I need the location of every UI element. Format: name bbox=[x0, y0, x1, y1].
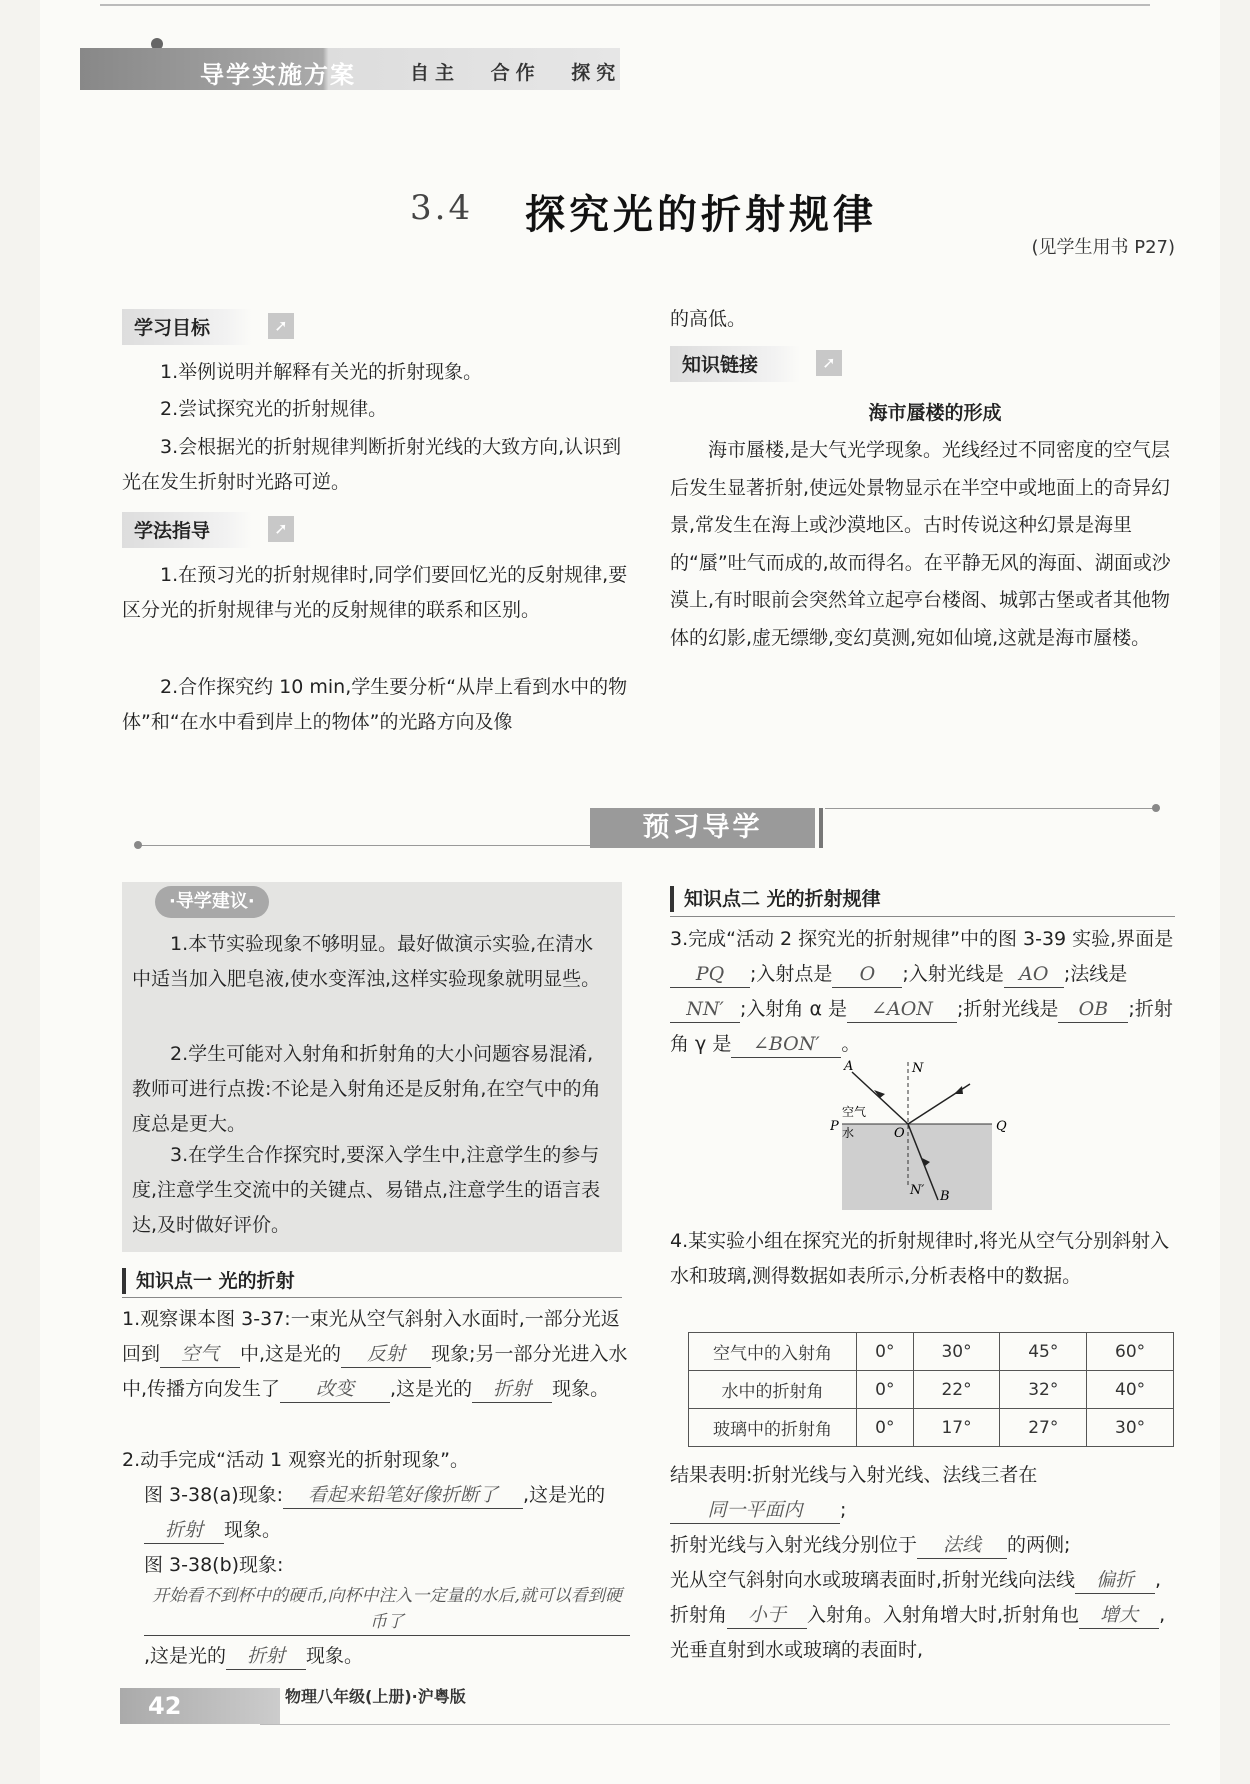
arrow-icon bbox=[954, 1086, 963, 1094]
table-row bbox=[689, 1371, 1174, 1409]
header-tags bbox=[410, 58, 639, 85]
objectives-label-text: 学习目标 bbox=[134, 317, 211, 339]
table-cell: 0° bbox=[857, 1371, 914, 1409]
footer-book-title: 物理八年级(上册)·沪粤版 bbox=[285, 1687, 466, 1706]
preview-banner: 预习导学 bbox=[590, 808, 815, 848]
answer-blank[interactable]: 增大 bbox=[1079, 1602, 1159, 1629]
table-cell: 30° bbox=[913, 1333, 1000, 1371]
answer-blank[interactable]: 小于 bbox=[727, 1602, 807, 1629]
table-cell: 空气中的入射角 bbox=[689, 1333, 857, 1371]
answer-blank[interactable]: 折射 bbox=[226, 1643, 306, 1670]
kp1-question-2: 2.动手完成“活动 1 观察光的折射现象”。 图 3-38(a)现象: 看起来铅笔好像折断了 ,这是光的折射 现象。 图 3-38(b)现象:开始看不到杯中的硬币,向杯中注入一定量的水后,就可以看到硬币了,这是光的 折射 现象。 bbox=[122, 1443, 630, 1674]
kp1-rule bbox=[122, 1297, 622, 1298]
answer-blank[interactable]: 同一平面内 bbox=[670, 1497, 840, 1524]
table-cell: 0° bbox=[857, 1409, 914, 1447]
answer-blank[interactable]: 偏折 bbox=[1075, 1567, 1155, 1594]
book-reference: (见学生用书 P27) bbox=[1031, 237, 1175, 258]
table-cell: 32° bbox=[1000, 1371, 1087, 1409]
answer-blank[interactable]: O bbox=[832, 961, 902, 988]
table-cell: 30° bbox=[1087, 1409, 1174, 1447]
kp2-question-4: 4.某实验小组在探究光的折射规律时,将光从空气分别斜射入水和玻璃,测得数据如表所示,分析表格中的数据。 bbox=[670, 1230, 1170, 1287]
table-cell: 27° bbox=[1000, 1409, 1087, 1447]
divider bbox=[138, 845, 598, 846]
objective-item: 2.尝试探究光的折射规律。 bbox=[160, 398, 388, 420]
answer-blank[interactable]: 法线 bbox=[917, 1532, 1007, 1559]
objective-item: 1.举例说明并解释有关光的折射现象。 bbox=[160, 361, 483, 383]
kp1-question-1: 1.观察课本图 3-37:一束光从空气斜射入水面时,一部分光返回到 空气 中,这是光的 反射 现象;另一部分光进入水中,传播方向发生了 改变 ,这是光的 折射 现象。 bbox=[122, 1302, 630, 1407]
guide-item: 2.学生可能对入射角和折射角的大小问题容易混淆,教师可进行点拨:不论是入射角还是反射角,在空气中的角度总是更大。 bbox=[132, 1043, 601, 1135]
answer-blank[interactable]: 空气 bbox=[160, 1341, 240, 1368]
table-cell: 60° bbox=[1087, 1333, 1174, 1371]
table-cell: 水中的折射角 bbox=[689, 1371, 857, 1409]
knowledge-link-label bbox=[670, 346, 836, 382]
answer-blank[interactable]: OB bbox=[1058, 996, 1128, 1023]
answer-blank[interactable]: 折射 bbox=[472, 1376, 552, 1403]
divider bbox=[825, 808, 1155, 809]
table-cell: 0° bbox=[857, 1333, 914, 1371]
answer-blank[interactable]: 改变 bbox=[280, 1376, 390, 1403]
label-water: 水 bbox=[842, 1126, 855, 1140]
table-cell: 45° bbox=[1000, 1333, 1087, 1371]
table-cell: 玻璃中的折射角 bbox=[689, 1409, 857, 1447]
arrow-icon: ➚ bbox=[268, 313, 294, 339]
header-tag: 探究 bbox=[571, 62, 622, 84]
table-row bbox=[689, 1333, 1174, 1371]
knowledge-link-title: 海市蜃楼的形成 bbox=[868, 402, 1002, 424]
answer-blank[interactable]: 开始看不到杯中的硬币,向杯中注入一定量的水后,就可以看到硬币了 bbox=[144, 1583, 630, 1636]
label-A: A bbox=[844, 1060, 854, 1074]
objectives-label bbox=[122, 309, 288, 345]
method-label-text: 学法指导 bbox=[134, 520, 211, 542]
method-continuation: 的高低。 bbox=[670, 308, 747, 330]
header-tag: 自主 bbox=[410, 62, 461, 84]
table-row bbox=[689, 1409, 1174, 1447]
answer-blank[interactable]: 折射 bbox=[144, 1517, 224, 1544]
table-cell: 17° bbox=[913, 1409, 1000, 1447]
answer-blank[interactable]: ∠BON′ bbox=[731, 1031, 841, 1058]
label-O: O bbox=[894, 1126, 905, 1141]
answer-blank[interactable]: PQ bbox=[670, 961, 750, 988]
table-cell: 40° bbox=[1087, 1371, 1174, 1409]
label-N-prime: N′ bbox=[910, 1183, 925, 1198]
section-number: 3.4 bbox=[410, 188, 474, 228]
label-P: P bbox=[830, 1119, 839, 1134]
kp2-rule bbox=[670, 916, 1175, 917]
divider-dot bbox=[134, 841, 142, 849]
method-label bbox=[122, 512, 288, 548]
top-rule bbox=[100, 4, 1150, 6]
label-Q: Q bbox=[996, 1119, 1007, 1134]
footer-rule bbox=[260, 1724, 1170, 1725]
knowledge-link-label-text: 知识链接 bbox=[682, 354, 759, 376]
refraction-diagram bbox=[830, 1060, 1030, 1210]
knowledge-link-text: 海市蜃楼,是大气光学现象。光线经过不同密度的空气层后发生显著折射,使远处景物显示在半空中或地面上的奇异幻景,常发生在海上或沙漠地区。古时传说这种幻景是海里的“蜃”吐气而成的,故而得名。在平静无风的海面、湖面或沙漠上,有时眼前会突然耸立起亭台楼阁、城郭古堡或者其他物体的幻影,虚无缥缈,变幻莫测,宛如仙境,这就是海市蜃楼。 bbox=[670, 439, 1171, 649]
kp2-question-3: 3.完成“活动 2 探究光的折射规律”中的图 3-39 实验,界面是PQ ;入射点是 O ;入射光线是 AO ;法线是NN′ ;入射角 α 是 ∠AON ;折射光线是 OB ;折射角 γ 是 ∠BON′ 。 bbox=[670, 922, 1180, 1062]
kp2-title: 知识点二 光的折射规律 bbox=[670, 886, 881, 912]
kp1-title: 知识点一 光的折射 bbox=[122, 1268, 295, 1294]
method-item: 2.合作探究约 10 min,学生要分析“从岸上看到水中的物体”和“在水中看到岸上的物体”的光路方向及像 bbox=[122, 676, 628, 733]
label-air: 空气 bbox=[842, 1105, 867, 1119]
answer-blank[interactable]: 看起来铅笔好像折断了 bbox=[283, 1482, 523, 1509]
divider-dot bbox=[1152, 804, 1160, 812]
header-title: 导学实施方案 bbox=[200, 61, 356, 89]
guide-item: 3.在学生合作探究时,要深入学生中,注意学生的参与度,注意学生交流中的关键点、易错点,注意学生的语言表达,及时做好评价。 bbox=[132, 1144, 601, 1236]
guide-item: 1.本节实验现象不够明显。最好做演示实验,在清水中适当加入肥皂液,使水变浑浊,这样实验现象就明显些。 bbox=[132, 933, 601, 990]
table-cell: 22° bbox=[913, 1371, 1000, 1409]
arrow-icon: ➚ bbox=[816, 350, 842, 376]
answer-blank[interactable]: ∠AON bbox=[847, 996, 957, 1023]
guide-label: ·导学建议· bbox=[155, 886, 269, 918]
section-title: 探究光的折射规律 bbox=[525, 191, 877, 238]
method-item: 1.在预习光的折射规律时,同学们要回忆光的反射规律,要区分光的折射规律与光的反射规律的联系和区别。 bbox=[122, 564, 628, 621]
page-number: 42 bbox=[120, 1688, 280, 1724]
kp2-results: 结果表明:折射光线与入射光线、法线三者在同一平面内 ; 折射光线与入射光线分别位于 法线 的两侧; 光从空气斜射向水或玻璃表面时,折射光线向法线 偏折 ,折射角 小于 入射角。入射角增大时,折射角也 增大 ,光垂直射到水或玻璃的表面时, bbox=[670, 1464, 1166, 1661]
answer-blank[interactable]: NN′ bbox=[670, 996, 740, 1023]
label-B: B bbox=[940, 1189, 950, 1204]
refraction-data-table bbox=[688, 1332, 1174, 1447]
arrow-icon: ➚ bbox=[268, 516, 294, 542]
answer-blank[interactable]: AO bbox=[1004, 961, 1064, 988]
header-tag: 合作 bbox=[490, 62, 541, 84]
label-N: N bbox=[912, 1061, 924, 1076]
answer-blank[interactable]: 反射 bbox=[341, 1341, 431, 1368]
objective-item: 3.会根据光的折射规律判断折射光线的大致方向,认识到光在发生折射时光路可逆。 bbox=[122, 436, 622, 493]
